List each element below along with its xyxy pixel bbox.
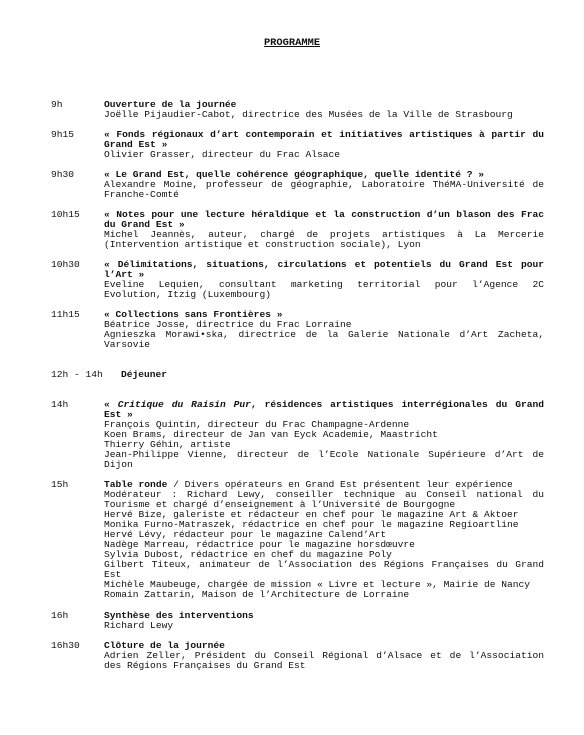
entry-heading: « Délimitations, situations, circulations et potentiels du Grand Est pour l’Art » — [104, 259, 544, 280]
entry-time: 10h30 — [51, 259, 80, 270]
entry-time: 9h15 — [51, 129, 75, 140]
entry-speaker: Modérateur : Richard Lewy, conseiller technique au Conseil national du Tourisme et chargé d’enseignement à l’Université de Bourgogne — [104, 489, 544, 510]
entry-speaker: Eveline Lequien, consultant marketing territorial pour l’Agence 2C Evolution, Itzig (Luxembourg) — [104, 279, 544, 300]
entry-speaker: Agnieszka Morawi•ska, directrice de la Galerie Nationale d’Art Zacheta, Varsovie — [104, 329, 544, 350]
entry-time: 16h30 — [51, 640, 80, 651]
entry-time: 9h — [51, 99, 63, 110]
entry-speaker: Koen Brams, directeur de Jan van Eyck Academie, Maastricht — [104, 429, 438, 440]
entry-speaker: Thierry Géhin, artiste — [104, 439, 231, 450]
page-title: PROGRAMME — [263, 37, 321, 49]
entry-heading: « Collections sans Frontières » — [104, 309, 283, 320]
entry-speaker: Hervé Lévy, rédacteur pour le magazine Calend’Art — [104, 529, 387, 540]
entry-heading: Synthèse des interventions — [104, 610, 254, 621]
heading-title-italic: Critique du Raisin Pur — [117, 399, 251, 410]
heading-rest: / Divers opérateurs en Grand Est présentent leur expérience — [167, 479, 513, 490]
entry-time: 11h15 — [51, 309, 80, 320]
entry-speaker: Sylvia Dubost, rédactrice en chef du magazine Poly — [104, 549, 392, 560]
heading-open-quote: « — [104, 399, 118, 410]
lunch-label: Déjeuner — [121, 369, 168, 380]
heading-rest: , résidences artistiques interrégionales du Grand Est » — [104, 399, 545, 420]
lunch-time: 12h - 14h — [51, 369, 103, 380]
heading-bold: Table ronde — [104, 479, 168, 490]
entry-heading: « Le Grand Est, quelle cohérence géographique, quelle identité ? » — [104, 169, 484, 180]
entry-heading: Ouverture de la journée — [104, 99, 237, 110]
entry-heading: « Notes pour une lecture héraldique et la construction d’un blason des Frac du Grand Est » — [104, 209, 544, 230]
entry-speaker: Gilbert Titeux, animateur de l’Association des Régions Françaises du Grand Est — [104, 559, 544, 580]
entry-speaker: Michel Jeannès, auteur, chargé de projets artistiques à La Mercerie (Intervention artistique et construction sociale), Lyon — [104, 229, 544, 250]
entry-speaker: Adrien Zeller, Président du Conseil Régional d’Alsace et de l’Association des Régions Françaises du Grand Est — [104, 650, 544, 671]
entry-speaker: Richard Lewy — [104, 620, 174, 631]
entry-heading: Clôture de la journée — [104, 640, 225, 651]
entry-time: 16h — [51, 610, 69, 621]
entry-speaker: Alexandre Moine, professeur de géographie, Laboratoire ThéMA-Université de Franche-Comté — [104, 179, 544, 200]
entry-speaker: Olivier Grasser, directeur du Frac Alsace — [104, 149, 341, 160]
entry-time: 10h15 — [51, 209, 80, 220]
entry-speaker: Romain Zattarin, Maison de l’Architecture de Lorraine — [104, 589, 410, 600]
entry-speaker: Béatrice Josse, directrice du Frac Lorraine — [104, 319, 352, 330]
entry-speaker: François Quintin, directeur du Frac Champagne-Ardenne — [104, 419, 410, 430]
entry-heading — [104, 400, 544, 420]
entry-speaker: Hervé Bize, galeriste et rédacteur en chef pour le magazine Art & Aktoer — [104, 509, 519, 520]
entry-time: 14h — [51, 399, 69, 410]
entry-speaker: Jean-Philippe Vienne, directeur de l’Ecole Nationale Supérieure d’Art de Dijon — [104, 449, 544, 470]
entry-time: 9h30 — [51, 169, 75, 180]
entry-speaker: Michèle Maubeuge, chargée de mission « Livre et lecture », Mairie de Nancy — [104, 579, 531, 590]
entry-speaker: Monika Furno-Matraszek, rédactrice en chef pour le magazine Regioartline — [104, 519, 519, 530]
entry-speaker: Joëlle Pijaudier-Cabot, directrice des Musées de la Ville de Strasbourg — [104, 109, 513, 120]
entry-heading: « Fonds régionaux d’art contemporain et initiatives artistiques à partir du Grand Est » — [104, 129, 544, 150]
entry-time: 15h — [51, 479, 69, 490]
entry-speaker: Nadège Marreau, rédactrice pour le magazine horsdœuvre — [104, 539, 415, 550]
